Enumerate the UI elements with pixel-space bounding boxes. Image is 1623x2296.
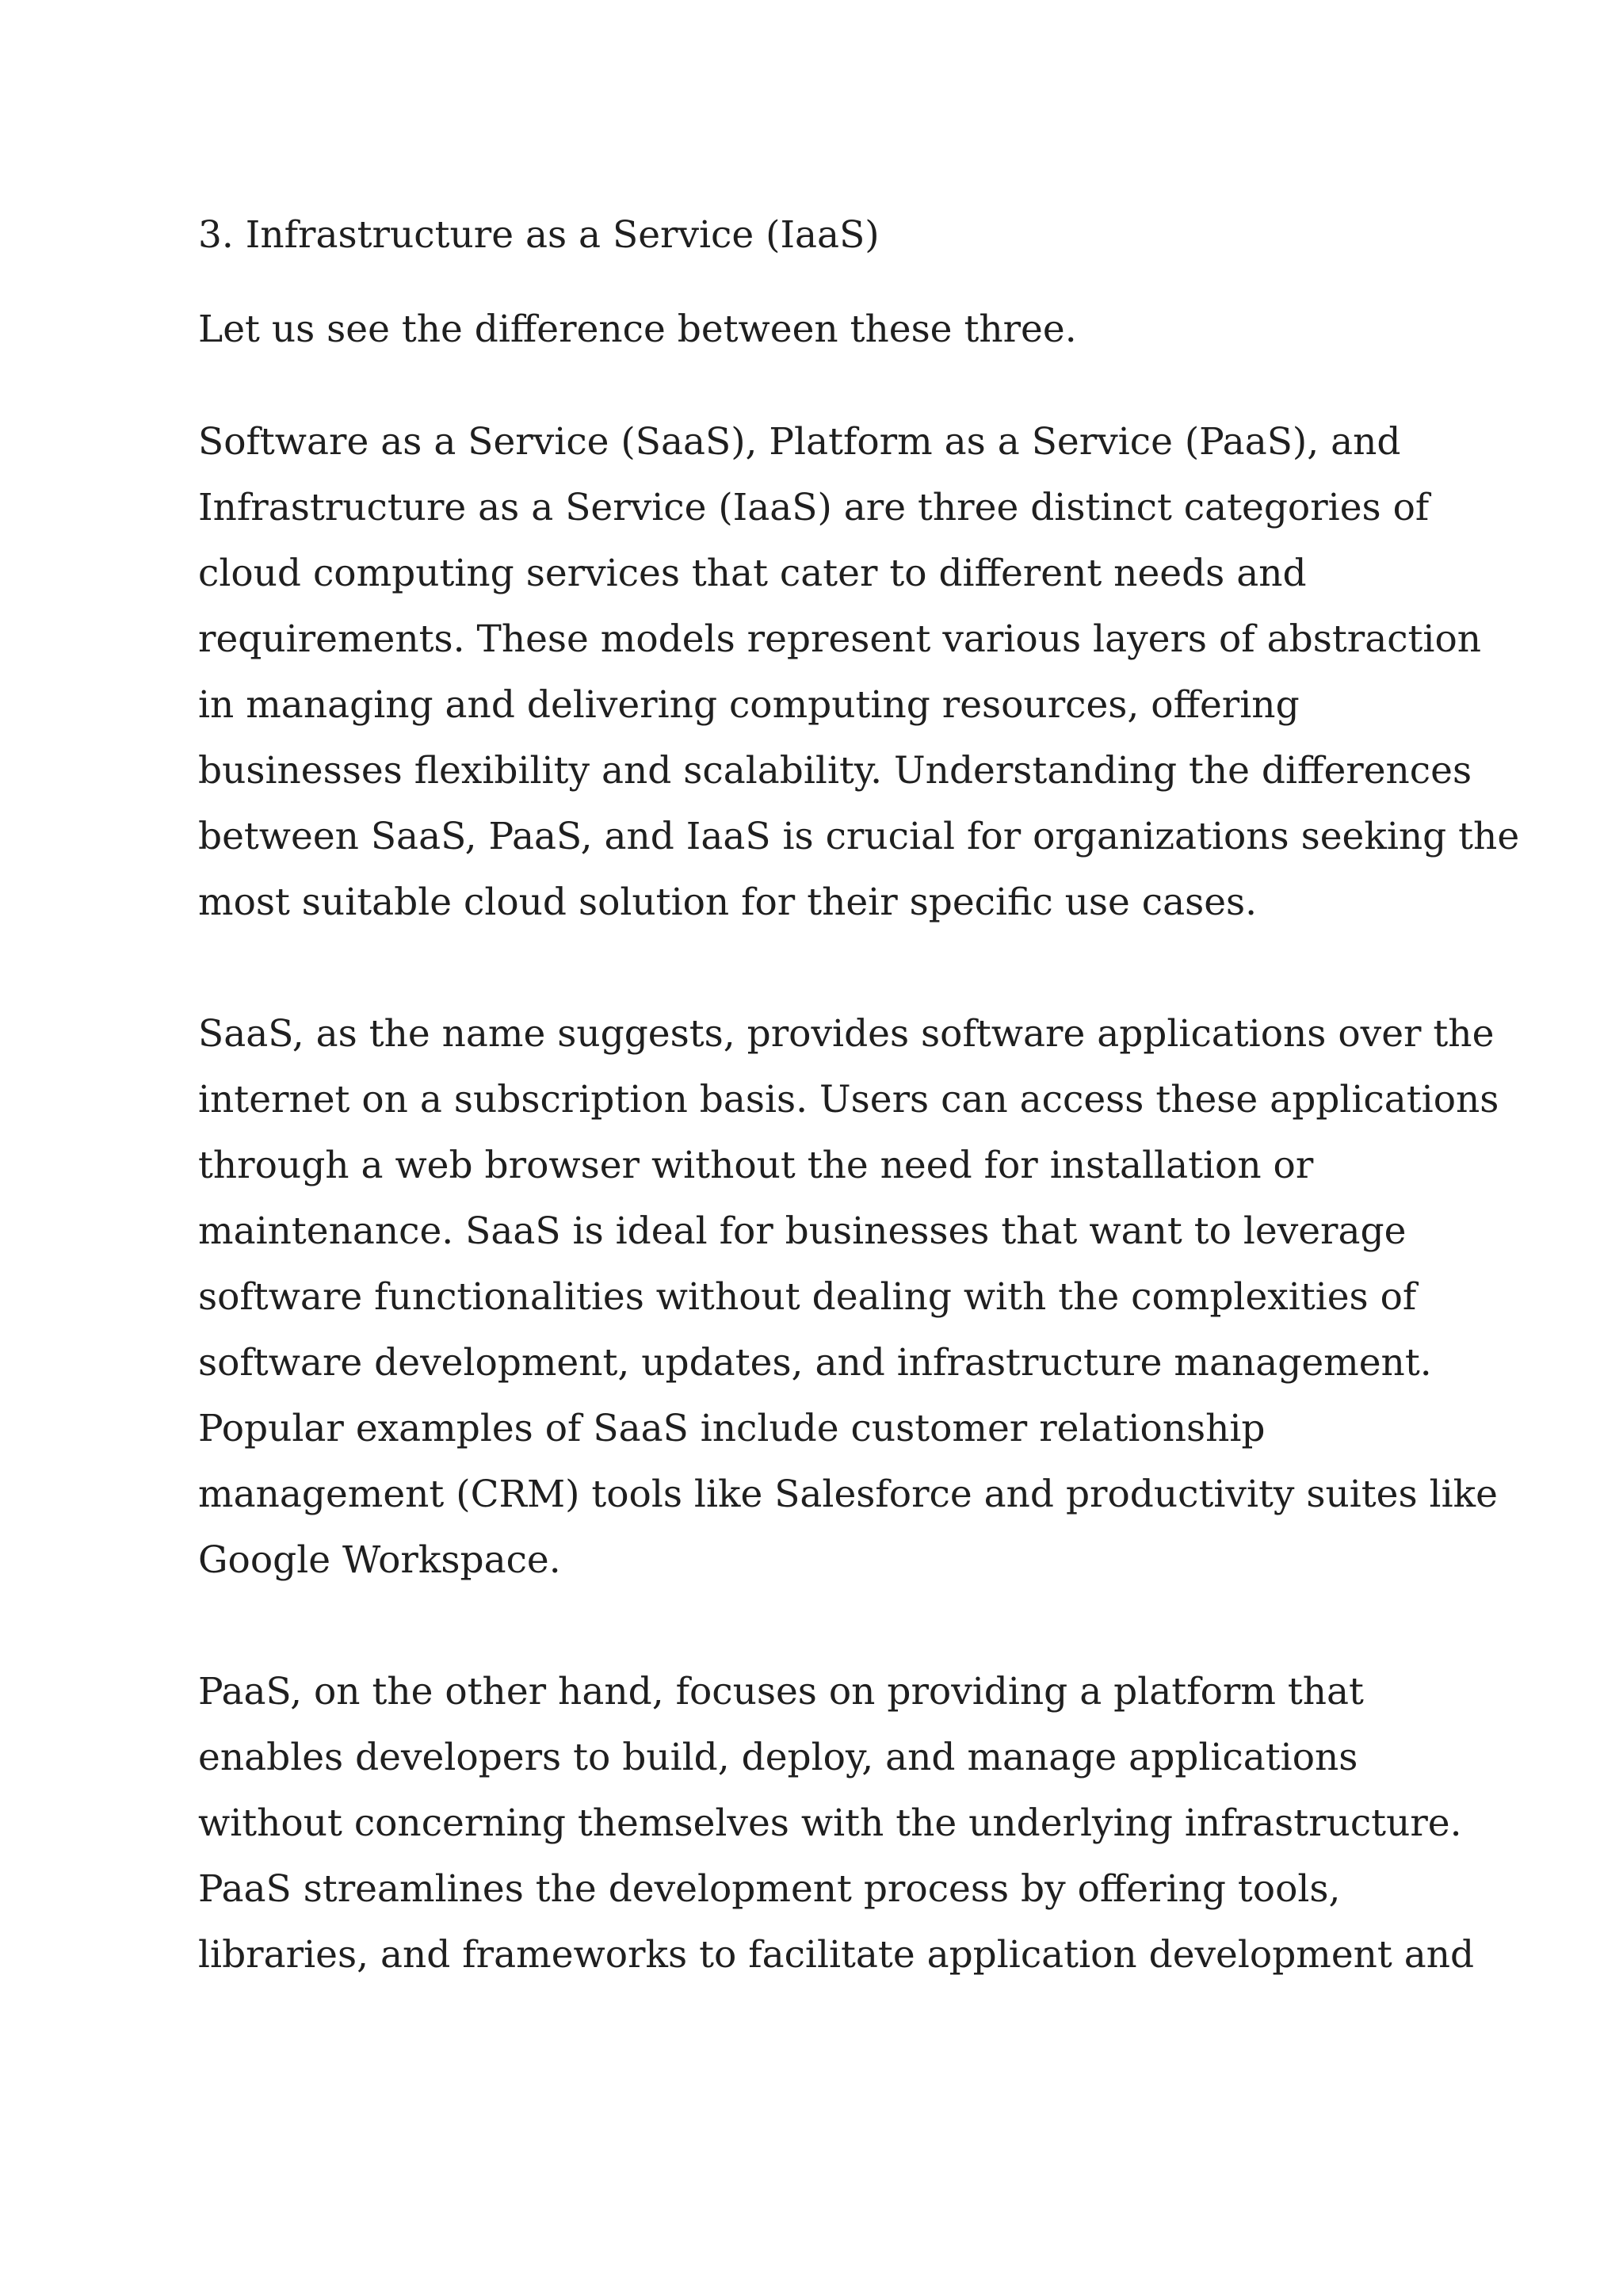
paragraph-line: Google Workspace. (198, 1538, 561, 1582)
intro-sentence: Let us see the difference between these three. (198, 308, 1077, 351)
paragraph-line: internet on a subscription basis. Users can access these applications (198, 1078, 1499, 1121)
paragraph-line: without concerning themselves with the underlying infrastructure. (198, 1801, 1462, 1845)
paragraph-line: through a web browser without the need for installation or (198, 1144, 1314, 1187)
paragraph-line: PaaS, on the other hand, focuses on providing a platform that (198, 1670, 1364, 1713)
paragraph-line: most suitable cloud solution for their specific use cases. (198, 881, 1258, 924)
paragraph-line: requirements. These models represent various layers of abstraction (198, 617, 1482, 661)
document-content (198, 202, 1520, 2053)
paragraph-overview (198, 409, 1520, 935)
paragraph-line: Software as a Service (SaaS), Platform as a Service (PaaS), and (198, 420, 1401, 464)
paragraph-line: SaaS, as the name suggests, provides software applications over the (198, 1012, 1495, 1056)
paragraph-line: management (CRM) tools like Salesforce and productivity suites like (198, 1473, 1498, 1516)
section-heading: 3. Infrastructure as a Service (IaaS) (198, 213, 880, 257)
paragraph-paas (198, 1659, 1475, 1988)
paragraph-line: maintenance. SaaS is ideal for businesses that want to leverage (198, 1209, 1407, 1253)
paragraph-line: in managing and delivering computing resources, offering (198, 683, 1300, 727)
paragraph-line: software development, updates, and infrastructure management. (198, 1341, 1432, 1385)
paragraph-line: cloud computing services that cater to different needs and (198, 552, 1307, 595)
paragraph-saas (198, 1001, 1499, 1593)
paragraph-line: enables developers to build, deploy, and manage applications (198, 1736, 1358, 1779)
paragraph-line: PaaS streamlines the development process by offering tools, (198, 1867, 1341, 1911)
paragraph-line: between SaaS, PaaS, and IaaS is crucial for organizations seeking the (198, 815, 1520, 858)
paragraph-line: businesses flexibility and scalability. Understanding the differences (198, 749, 1472, 793)
paragraph-line: Popular examples of SaaS include customer relationship (198, 1407, 1266, 1450)
paragraph-line: libraries, and frameworks to facilitate application development and (198, 1933, 1475, 1977)
paragraph-line: software functionalities without dealing with the complexities of (198, 1275, 1417, 1319)
paragraph-line: Infrastructure as a Service (IaaS) are three distinct categories of (198, 486, 1430, 529)
